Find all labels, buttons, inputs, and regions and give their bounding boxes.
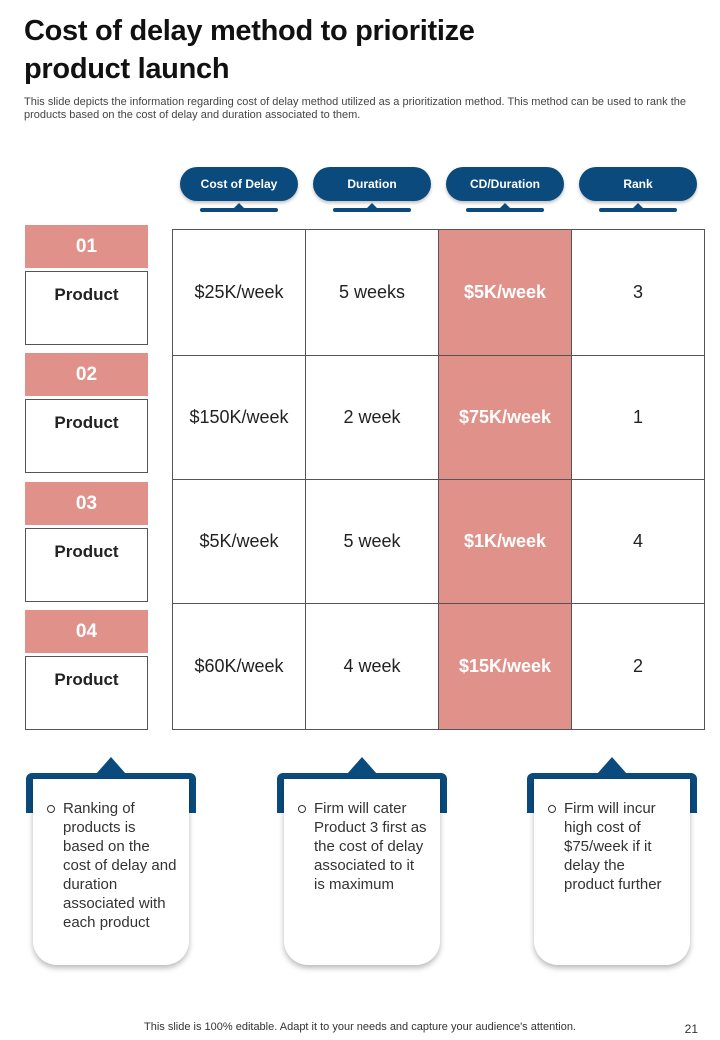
insight-card-2 bbox=[277, 757, 447, 967]
cell-cd-duration: $1K/week bbox=[439, 480, 572, 604]
column-header-pointer bbox=[599, 208, 677, 212]
cell-duration: 2 week bbox=[306, 356, 439, 480]
column-header-rank bbox=[579, 167, 697, 213]
insight-card-3 bbox=[527, 757, 697, 967]
card-text: Firm will incur high cost of $75/week if it delay the product further bbox=[564, 800, 662, 893]
card-text: Ranking of products is based on the cost of delay and duration associated with each product bbox=[63, 800, 177, 931]
row-number: 03 bbox=[25, 482, 148, 525]
cell-rank: 3 bbox=[572, 230, 704, 356]
row-product-label: Product bbox=[25, 528, 148, 602]
row-label-03 bbox=[25, 482, 148, 602]
page-subtitle: This slide depicts the information regarding cost of delay method utilized as a prioritization method. This method can be used to rank the products based on the cost of delay and duration associated to them. bbox=[24, 96, 686, 121]
cell-duration: 4 week bbox=[306, 604, 439, 729]
card-pointer bbox=[96, 757, 126, 774]
row-label-04 bbox=[25, 610, 148, 730]
cost-of-delay-table bbox=[172, 229, 705, 730]
row-product-label: Product bbox=[25, 399, 148, 473]
row-product-label: Product bbox=[25, 271, 148, 345]
card-body bbox=[534, 779, 690, 965]
cell-cost-of-delay: $25K/week bbox=[173, 230, 306, 356]
page-number: 21 bbox=[684, 1022, 698, 1036]
cell-cd-duration: $5K/week bbox=[439, 230, 572, 356]
row-product-label: Product bbox=[25, 656, 148, 730]
bullet-icon bbox=[47, 805, 55, 813]
row-label-02 bbox=[25, 353, 148, 473]
card-body bbox=[284, 779, 440, 965]
bullet-icon bbox=[298, 805, 306, 813]
column-header-pointer bbox=[333, 208, 411, 212]
cell-rank: 4 bbox=[572, 480, 704, 604]
card-text: Firm will cater Product 3 first as the cost of delay associated to it is maximum bbox=[314, 800, 427, 893]
row-number: 04 bbox=[25, 610, 148, 653]
cell-duration: 5 week bbox=[306, 480, 439, 604]
cell-rank: 2 bbox=[632, 656, 643, 676]
footer-note: This slide is 100% editable. Adapt it to your needs and capture your audience's attention. bbox=[144, 1021, 576, 1033]
column-header-pointer bbox=[466, 208, 544, 212]
column-header-cost-of-delay bbox=[180, 167, 298, 213]
bullet-icon bbox=[548, 805, 556, 813]
cell-cost-of-delay: $150K/week bbox=[173, 356, 306, 480]
cell-cost-of-delay: $5K/week bbox=[173, 480, 306, 604]
column-header-label: Cost of Delay bbox=[180, 167, 298, 201]
card-pointer bbox=[597, 757, 627, 774]
column-header-label: CD/Duration bbox=[446, 167, 564, 201]
cell-cd-duration: $75K/week bbox=[439, 356, 572, 480]
card-body bbox=[33, 779, 189, 965]
column-header-label: Duration bbox=[313, 167, 431, 201]
row-number: 01 bbox=[25, 225, 148, 268]
cell-cost-of-delay: $60K/week bbox=[173, 604, 306, 729]
cell-duration: 5 weeks bbox=[306, 230, 439, 356]
row-label-01 bbox=[25, 225, 148, 345]
column-header-cd-duration bbox=[446, 167, 564, 213]
column-header-duration bbox=[313, 167, 431, 213]
column-header-label: Rank bbox=[579, 167, 697, 201]
insight-card-1 bbox=[26, 757, 196, 967]
column-header-pointer bbox=[200, 208, 278, 212]
page-title: Cost of delay method to prioritize product launch bbox=[24, 15, 475, 85]
row-number: 02 bbox=[25, 353, 148, 396]
cell-rank: 1 bbox=[572, 356, 704, 480]
card-pointer bbox=[347, 757, 377, 774]
cell-cd-duration: $15K/week bbox=[439, 604, 572, 729]
